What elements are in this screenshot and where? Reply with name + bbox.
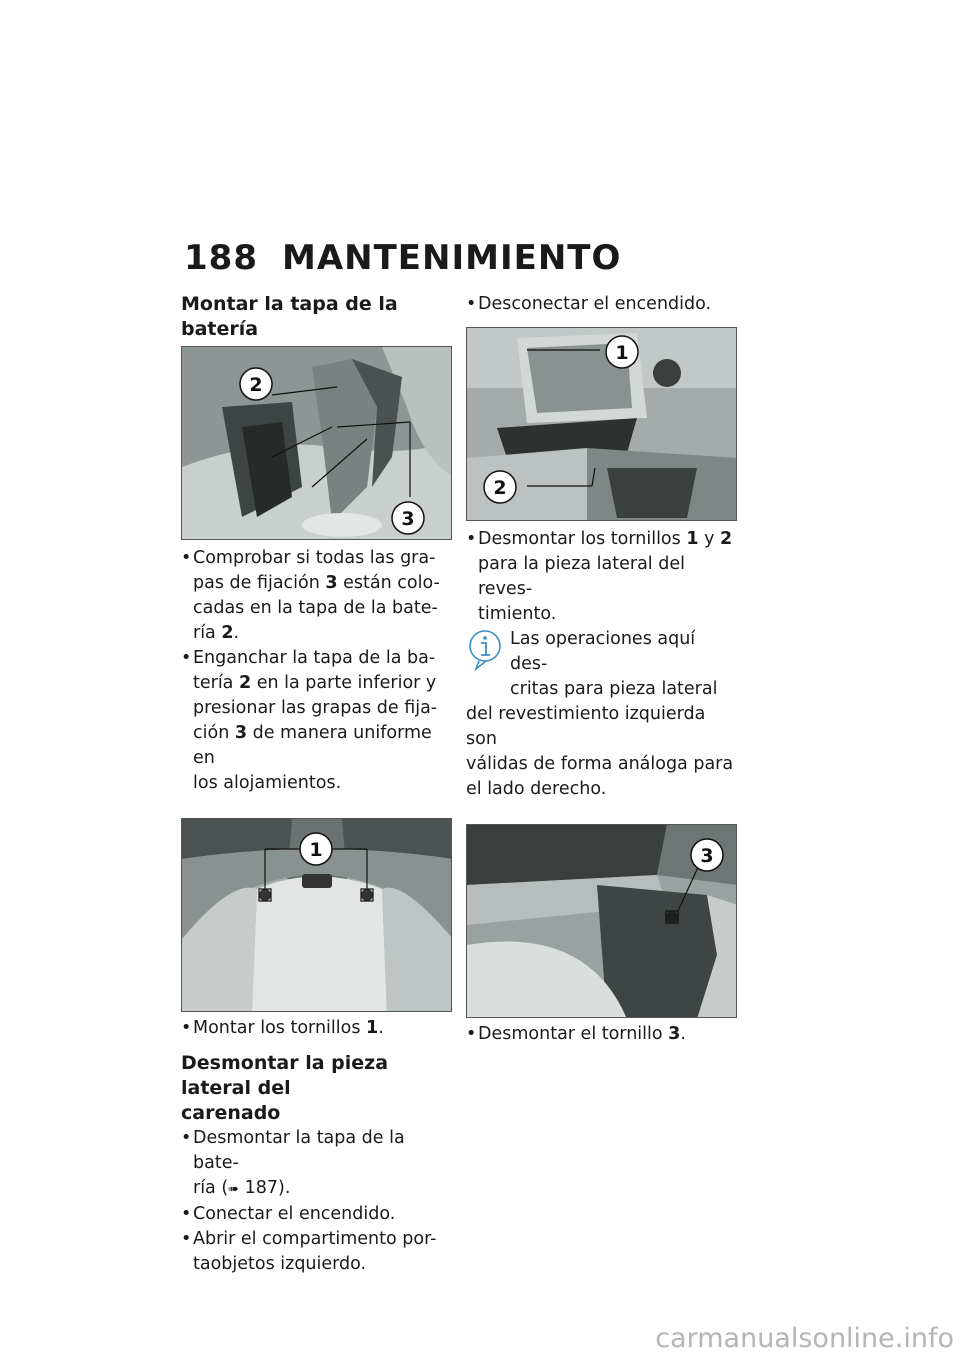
page-reference-arrow-icon: ➠	[228, 1182, 240, 1197]
figure-battery-cover	[181, 346, 452, 540]
section-heading-remove-side-panel: Desmontar la pieza lateral del carenado	[181, 1052, 389, 1124]
figure-screws-front	[181, 818, 452, 1012]
bullet-remove-battery-cover: • Desmontar la tapa de la bate- ría (➠ 187).	[181, 1126, 453, 1202]
figure-side-panel-screw-3	[466, 824, 737, 1018]
callout-label: 2	[249, 374, 263, 396]
bullet-check-clips: • Comprobar si todas las gra- pas de fijación 3 están colo- cadas en la tapa de la bate- ría 2.	[181, 546, 453, 646]
page-header	[184, 238, 621, 278]
section-heading-install-battery-cover: Montar la tapa de la batería	[181, 293, 398, 340]
bullet-ignition-on: • Conectar el encendido.	[181, 1202, 453, 1227]
bullet-remove-screws-1-2: • Desmontar los tornillos 1 y 2 para la pieza lateral del reves- timiento.	[466, 527, 738, 627]
bullet-open-storage: • Abrir el compartimento por- taobjetos izquierdo.	[181, 1227, 453, 1277]
callout-label: 1	[615, 342, 629, 364]
right-column	[466, 292, 738, 1047]
callout-label: 3	[401, 508, 415, 530]
info-icon	[466, 627, 504, 671]
bullet-install-screws: • Montar los tornillos 1.	[181, 1016, 453, 1041]
callout-label: 1	[309, 839, 323, 861]
watermark-text: carmanualsonline.info	[655, 1323, 954, 1354]
left-column	[181, 292, 453, 1277]
callout-label: 3	[700, 845, 714, 867]
figure-side-panel-screws	[466, 327, 737, 521]
page-number: 188	[184, 238, 258, 278]
bullet-remove-screw-3: • Desmontar el tornillo 3.	[466, 1022, 738, 1047]
chapter-title: MANTENIMIENTO	[282, 238, 622, 278]
bullet-hook-cover: • Enganchar la tapa de la ba- tería 2 en la parte inferior y presionar las grapas de fija- ción 3 de manera uniforme en los alojamientos.	[181, 646, 453, 796]
callout-label: 2	[493, 477, 507, 499]
bullet-ignition-off: • Desconectar el encendido.	[466, 292, 738, 317]
info-note: Las operaciones aquí des- critas para pieza lateral del revestimiento izquierda son válidas de forma análoga para el lado derecho.	[466, 629, 734, 799]
